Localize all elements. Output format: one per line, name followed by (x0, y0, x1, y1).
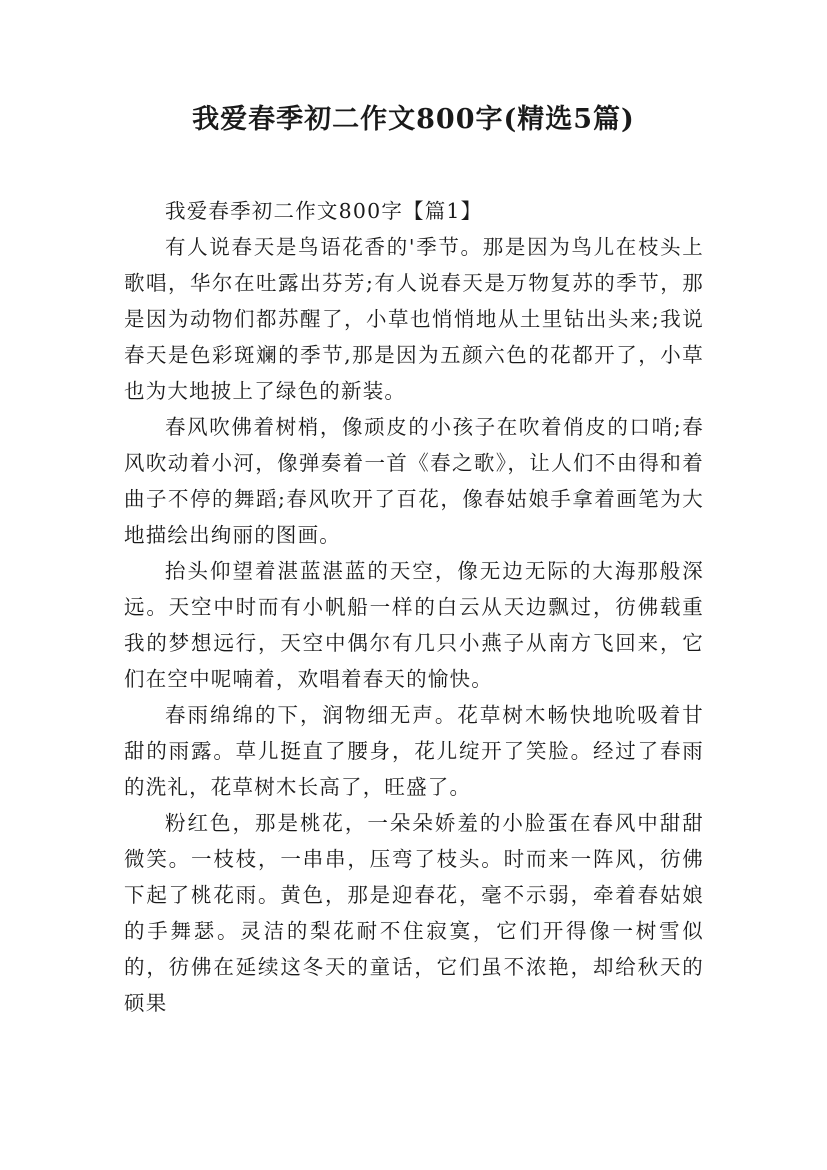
document-title: 我爱春季初二作文800字(精选5篇) (192, 104, 635, 135)
paragraph-4: 春雨绵绵的下，润物细无声。花草树木畅快地吮吸着甘甜的雨露。草儿挺直了腰身，花儿绽开了笑脸。经过了春雨的洗礼，花草树木长高了，旺盛了。 (124, 703, 704, 799)
section-heading: 我爱春季初二作文800字【篇1】 (165, 199, 483, 223)
document-body (124, 193, 704, 1021)
paragraph-5: 粉红色，那是桃花，一朵朵娇羞的小脸蛋在春风中甜甜微笑。一枝枝，一串串，压弯了枝头。时而来一阵风，彷佛下起了桃花雨。黄色，那是迎春花，毫不示弱，牵着春姑娘的手舞瑟。灵洁的梨花耐不住寂寞，它们开得像一树雪似的，彷佛在延续这冬天的童话，它们虽不浓艳，却给秋天的硕果 (124, 811, 704, 1015)
paragraph-3: 抬头仰望着湛蓝湛蓝的天空，像无边无际的大海那般深远。天空中时而有小帆船一样的白云从天边飘过，彷佛载重我的梦想远行，天空中偶尔有几只小燕子从南方飞回来，它们在空中呢喃着，欢唱着春天的愉快。 (124, 559, 704, 691)
paragraph-2: 春风吹佛着树梢，像顽皮的小孩子在吹着俏皮的口哨;春风吹动着小河，像弹奏着一首《春之歌》，让人们不由得和着曲子不停的舞蹈;春风吹开了百花，像春姑娘手拿着画笔为大地描绘出绚丽的图画。 (124, 415, 704, 547)
paragraph-1: 有人说春天是鸟语花香的'季节。那是因为鸟儿在枝头上歌唱，华尔在吐露出芬芳;有人说春天是万物复苏的季节，那是因为动物们都苏醒了，小草也悄悄地从土里钻出头来;我说春天是色彩斑斓的季节,那是因为五颜六色的花都开了，小草也为大地披上了绿色的新装。 (124, 235, 704, 403)
